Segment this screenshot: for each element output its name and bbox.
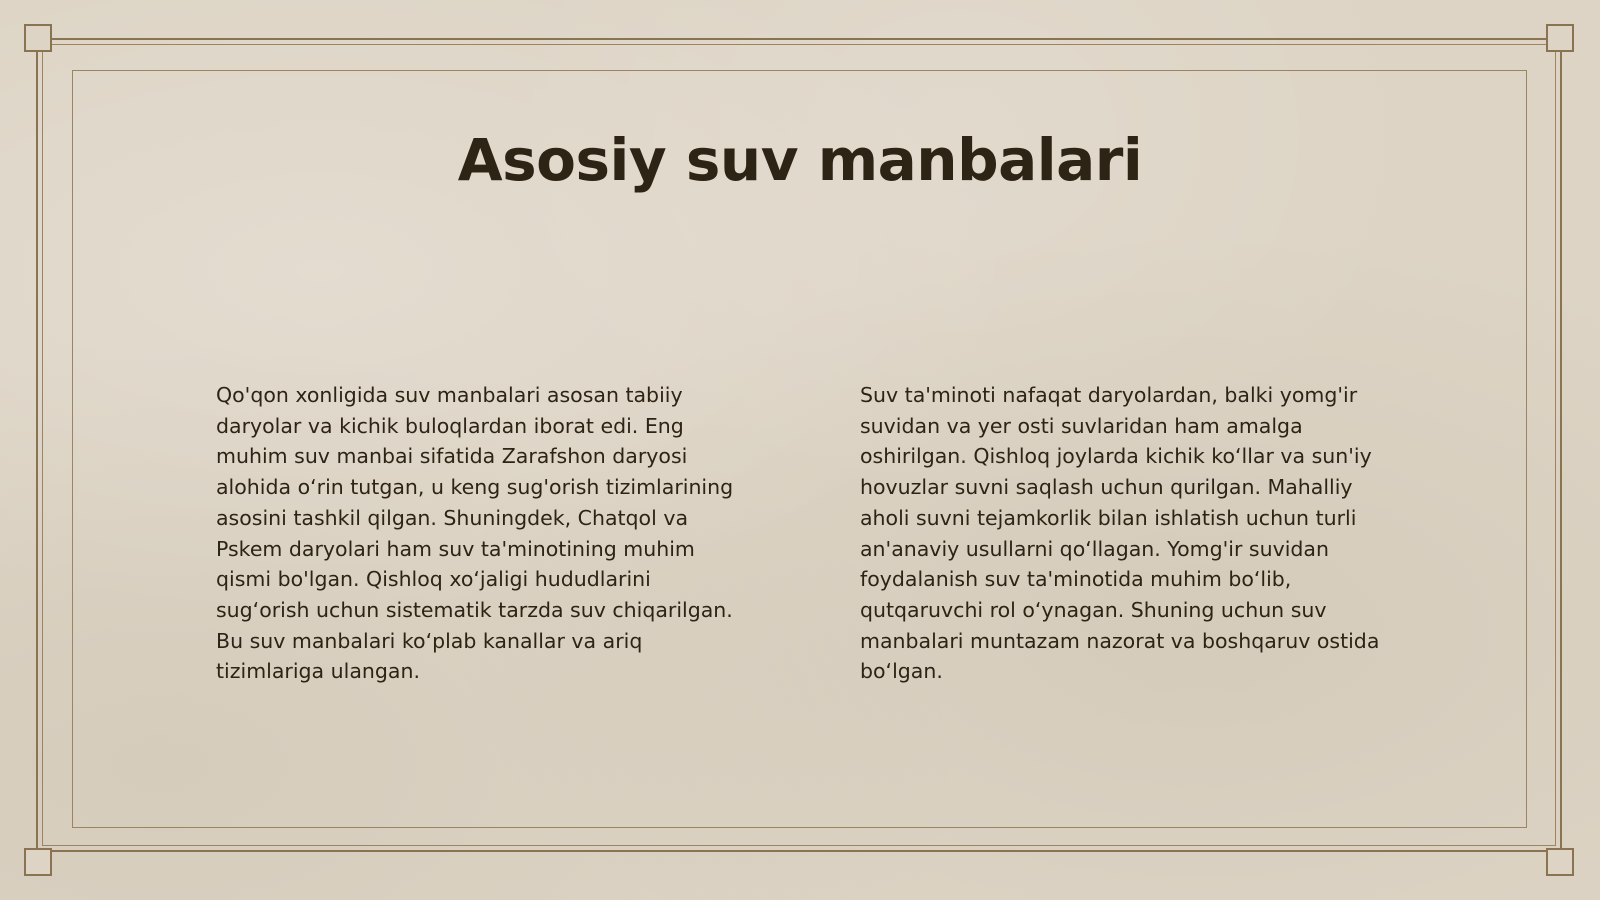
- corner-ornament-top-right: [1546, 24, 1574, 52]
- body-text-right-column: Suv ta'minoti nafaqat daryolardan, balki yomg'ir suvidan va yer osti suvlaridan ham amalga oshirilgan. Qishloq joylarda kichik ko‘llar va sun'iy hovuzlar suvni saqlash uchun qurilgan. Mahalliy aholi suvni tejamkorlik bilan ishlatish uchun turli an'anaviy usullarni qo‘llagan. Yomg'ir suvidan foydalanish suv ta'minotida muhim bo‘lib, qutqaruvchi rol o‘ynagan. Shuning uchun suv manbalari muntazam nazorat va boshqaruv ostida bo‘lgan.: [860, 383, 1380, 684]
- corner-ornament-top-left: [24, 24, 52, 52]
- corner-ornament-bottom-right: [1546, 848, 1574, 876]
- body-text-left-column: Qo'qon xonligida suv manbalari asosan tabiiy daryolar va kichik buloqlardan iborat edi. Eng muhim suv manbai sifatida Zarafshon daryosi alohida o‘rin tutgan, u keng sug'orish tizimlarining asosini tashkil qilgan. Shuningdek, Chatqol va Pskem daryolari ham suv ta'minotining muhim qismi bo'lgan. Qishloq xo‘jaligi hududlarini sug‘orish uchun sistematik tarzda suv chiqarilgan. Bu suv manbalari ko‘plab kanallar va ariq tizimlariga ulangan.: [216, 383, 734, 684]
- corner-ornament-bottom-left: [24, 848, 52, 876]
- slide-title: Asosiy suv manbalari: [457, 126, 1143, 194]
